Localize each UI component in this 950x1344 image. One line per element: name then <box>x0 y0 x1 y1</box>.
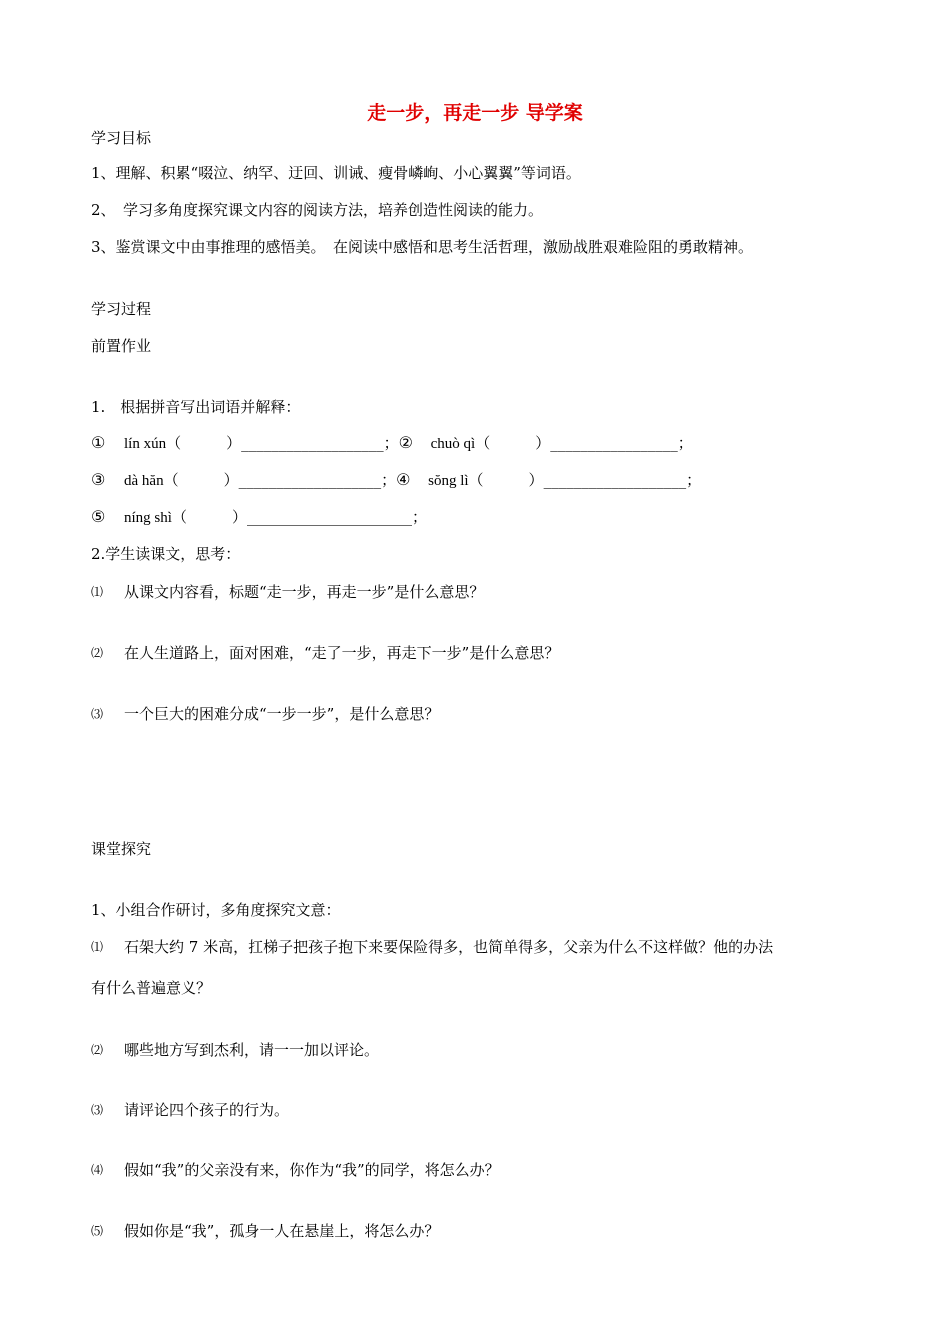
pinyin-row-1 <box>91 433 693 454</box>
page-title: 走一步，再走一步 导学案 <box>367 102 583 124</box>
question-text: 哪些地方写到杰利，请一一加以评论。 <box>124 1041 380 1059</box>
answer-blank: ______________________ <box>246 508 412 526</box>
question-text: 假如你是“我”，孤身一人在悬崖上，将怎么办？ <box>124 1222 440 1240</box>
question-number: ⑴ <box>91 585 104 599</box>
explore-question-4 <box>91 1160 500 1180</box>
separator: ； <box>677 434 693 452</box>
explore-question-2 <box>91 1040 379 1060</box>
pinyin-text: chuò qì <box>430 436 476 452</box>
question-number: ⑶ <box>91 1103 104 1117</box>
pinyin-row-3 <box>91 507 427 528</box>
process-heading: 学习过程 <box>91 300 152 318</box>
pinyin-text: níng shì <box>124 510 172 526</box>
pinyin-question-label: 1. 根据拼音写出词语并解释： <box>91 398 301 416</box>
pinyin-text: sŏng lì <box>428 473 469 489</box>
pinyin-mark: ⑤ <box>91 507 106 526</box>
separator: ； <box>381 471 397 489</box>
answer-paren: （ ） <box>171 508 247 526</box>
question-text: 一个巨大的困难分成“一步一步”，是什么意思？ <box>124 705 440 723</box>
goal-item-2: 2、 学习多角度探究课文内容的阅读方法，培养创造性阅读的能力。 <box>91 201 544 219</box>
separator: ； <box>686 471 702 489</box>
separator: ； <box>383 434 399 452</box>
goals-heading: 学习目标 <box>91 129 152 147</box>
reading-question-3 <box>91 704 439 724</box>
answer-paren: （ ） <box>468 471 544 489</box>
answer-paren: （ ） <box>475 434 551 452</box>
question-number: ⑴ <box>91 940 104 954</box>
goal-item-3: 3、鉴赏课文中由事推理的感悟美。 在阅读中感悟和思考生活哲理，激励战胜艰难险阻的勇敢精神。 <box>91 238 754 256</box>
question-number: ⑵ <box>91 646 104 660</box>
pinyin-text: lín xún <box>124 436 167 452</box>
pinyin-mark: ③ <box>91 470 106 489</box>
question-text: 假如“我”的父亲没有来，你作为“我”的同学，将怎么办？ <box>124 1161 500 1179</box>
question-number: ⑷ <box>91 1163 104 1177</box>
question-number: ⑸ <box>91 1224 104 1238</box>
answer-blank: ___________________ <box>238 471 382 489</box>
explore-heading: 课堂探究 <box>91 840 152 858</box>
question-text: 在人生道路上，面对困难，“走了一步，再走下一步”是什么意思？ <box>124 644 560 662</box>
separator: ； <box>411 508 427 526</box>
pinyin-mark: ① <box>91 433 106 452</box>
reading-question-1 <box>91 582 484 602</box>
question-number: ⑶ <box>91 707 104 721</box>
pinyin-row-2 <box>91 470 701 491</box>
pinyin-text: dà hăn <box>124 473 164 489</box>
explore-question-1 <box>91 937 773 957</box>
answer-blank: ___________________ <box>543 471 687 489</box>
explore-question-label: 1、小组合作研讨，多角度探究文意： <box>91 901 341 919</box>
question-text: 石架大约 7 米高，扛梯子把孩子抱下来要保险得多，也简单得多，父亲为什么不这样做？他的办法 <box>124 938 774 956</box>
question-text: 请评论四个孩子的行为。 <box>124 1101 290 1119</box>
reading-question-2 <box>91 643 559 663</box>
explore-question-5 <box>91 1221 439 1241</box>
preview-heading: 前置作业 <box>91 337 152 355</box>
answer-paren: （ ） <box>166 434 242 452</box>
goal-item-1: 1、理解、积累“啜泣、纳罕、迂回、训诫、瘦骨嶙峋、小心翼翼”等词语。 <box>91 164 581 182</box>
answer-paren: （ ） <box>163 471 239 489</box>
question-text: 从课文内容看，标题“走一步，再走一步”是什么意思？ <box>124 583 485 601</box>
question-number: ⑵ <box>91 1043 104 1057</box>
explore-question-3 <box>91 1100 289 1120</box>
answer-blank: _________________ <box>550 434 678 452</box>
pinyin-mark: ④ <box>396 470 411 489</box>
explore-question-1-cont: 有什么普遍意义？ <box>91 979 212 997</box>
pinyin-mark: ② <box>398 433 413 452</box>
reading-question-label: 2.学生读课文，思考： <box>91 545 241 563</box>
answer-blank: ___________________ <box>241 434 384 452</box>
